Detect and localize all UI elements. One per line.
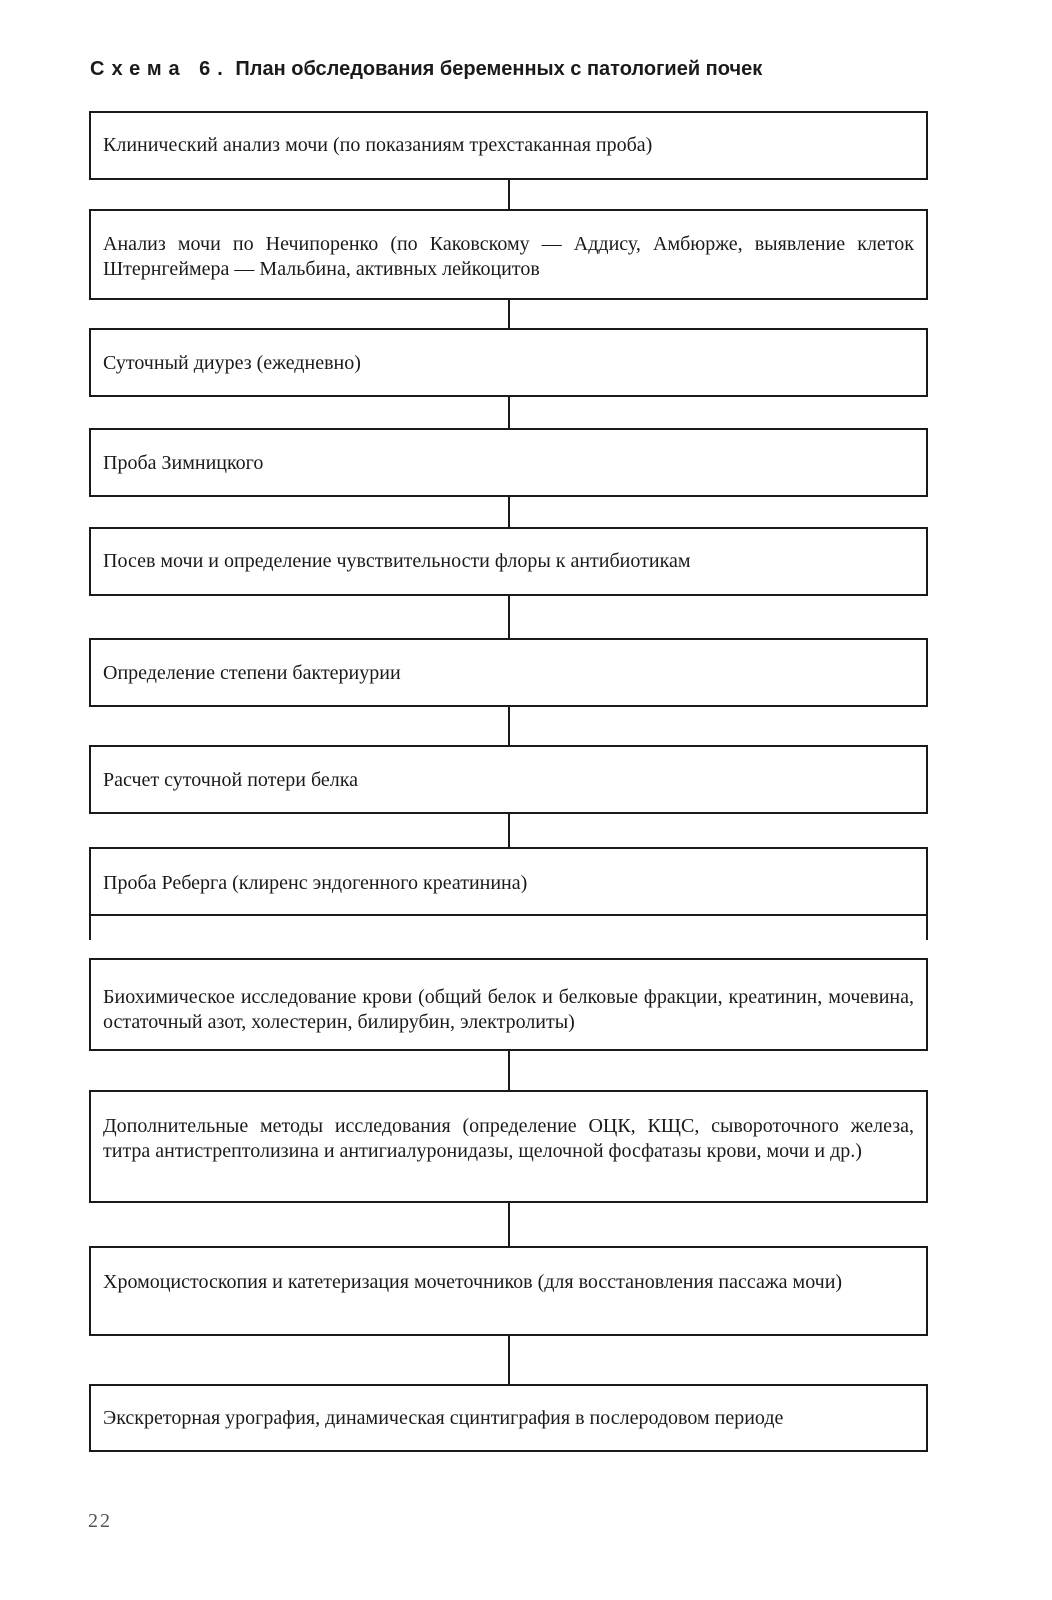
connector-arrow: [508, 814, 510, 847]
connector-arrow: [508, 300, 510, 328]
connector-arrow: [89, 916, 91, 940]
step-zimnitsky-test: Проба Зимницкого: [89, 428, 928, 497]
step-nechiporenko-test: Анализ мочи по Нечипоренко (по Каковскому — Аддису, Амбюрже, выявление клеток Штернгеймера — Мальбина, активных лейкоцитов: [89, 209, 928, 300]
page-number: 22: [88, 1510, 112, 1532]
connector-arrow: [926, 916, 928, 940]
step-urine-culture: Посев мочи и определение чувствительности флоры к антибиотикам: [89, 527, 928, 596]
step-protein-loss: Расчет суточной потери белка: [89, 745, 928, 814]
step-reberg-test: Проба Реберга (клиренс эндогенного креатинина): [89, 847, 928, 916]
connector-arrow: [508, 707, 510, 745]
step-bacteriuria-degree: Определение степени бактериурии: [89, 638, 928, 707]
step-excretory-urography: Экскреторная урография, динамическая сцинтиграфия в послеродовом периоде: [89, 1384, 928, 1452]
step-daily-diuresis: Суточный диурез (ежедневно): [89, 328, 928, 397]
connector-arrow: [508, 596, 510, 638]
scheme-title: [90, 58, 762, 81]
step-urinalysis: Клинический анализ мочи (по показаниям трехстаканная проба): [89, 111, 928, 180]
connector-arrow: [508, 397, 510, 428]
step-additional-methods: Дополнительные методы исследования (определение ОЦК, КЩС, сывороточного железа, титра антистрептолизина и антигиалуронидазы, щелочной фосфатазы крови, мочи и др.): [89, 1090, 928, 1203]
connector-arrow: [508, 497, 510, 527]
scheme-title-text: План обследования беременных с патологией почек: [235, 58, 763, 80]
step-blood-biochemistry: Биохимическое исследование крови (общий белок и белковые фракции, креатинин, мочевина, остаточный азот, холестерин, билирубин, электролиты): [89, 958, 928, 1051]
connector-arrow: [508, 1203, 510, 1246]
scheme-number: Схема 6.: [90, 58, 230, 80]
connector-arrow: [508, 180, 510, 209]
connector-arrow: [508, 1051, 510, 1090]
step-chromocystoscopy: Хромоцистоскопия и катетеризация мочеточников (для восстановления пассажа мочи): [89, 1246, 928, 1336]
connector-arrow: [508, 1336, 510, 1384]
